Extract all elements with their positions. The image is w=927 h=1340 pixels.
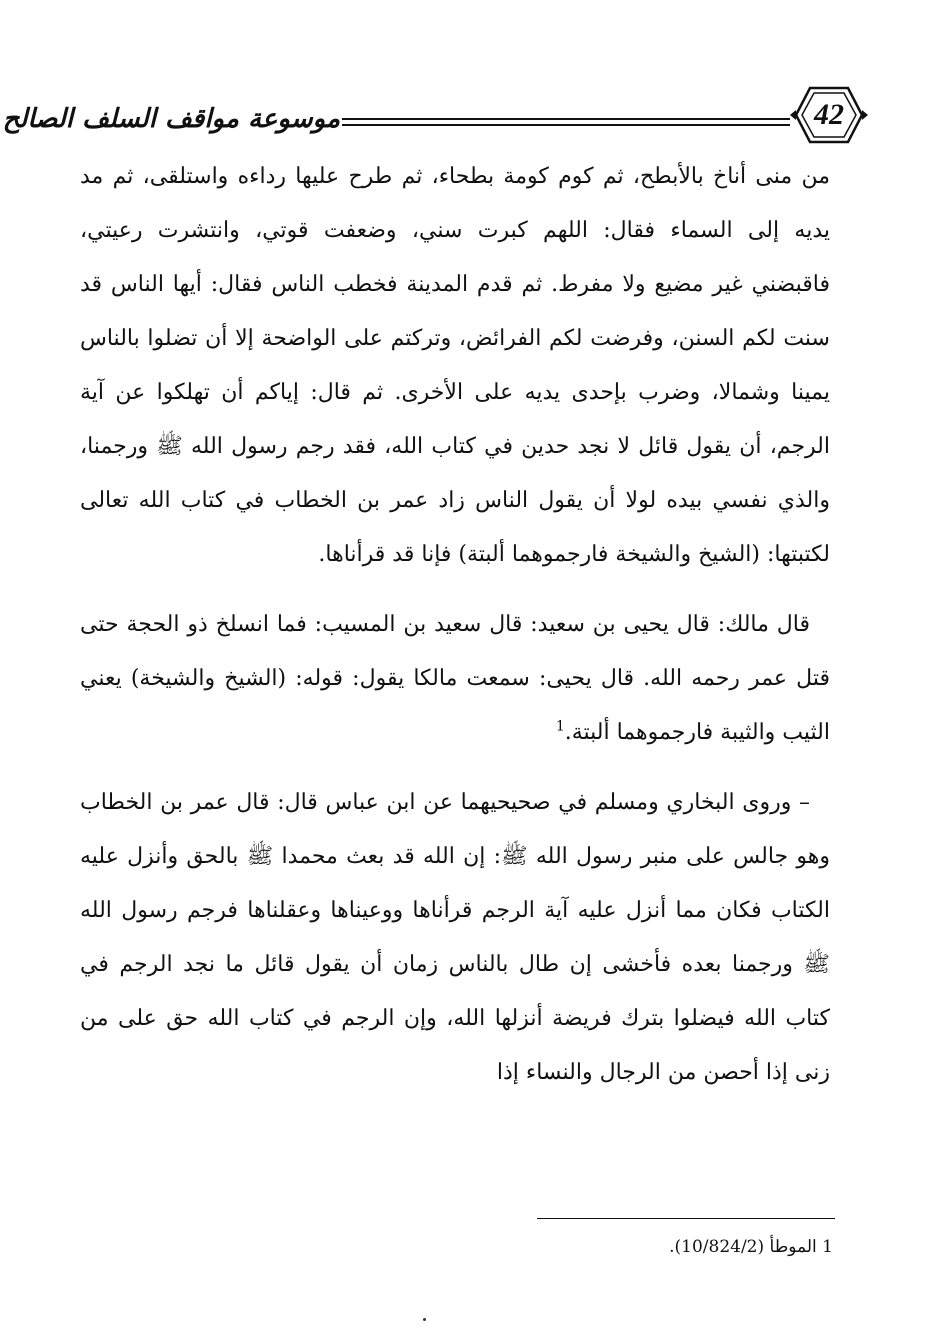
page-number: 42 xyxy=(814,98,844,131)
paragraph-1: من منى أناخ بالأبطح، ثم كوم كومة بطحاء، ثم طرح عليها رداءه واستلقى، ثم مد يديه إلى السماء فقال: اللهم كبرت سني، وضعفت قوتي، وانتشرت رعيتي، فاقبضني غير مضيع ولا مفرط. ثم قدم المدينة فخطب الناس فقال: أيها الناس قد سنت لكم السنن، وفرضت لكم الفرائض، وتركتم على الواضحة إلا أن تضلوا بالناس يمينا وشمالا، وضرب بإحدى يديه على الأخرى. ثم قال: إياكم أن تهلكوا عن آية الرجم، أن يقول قائل لا نجد حدين في كتاب الله، فقد رجم رسول الله ﷺ ورجمنا، والذي نفسي بيده لولا أن يقول الناس زاد عمر بن الخطاب في كتاب الله تعالى لكتبتها: (الشيخ والشيخة فارجموهما ألبتة) فإنا قد قرأناها. xyxy=(80,164,830,567)
main-text xyxy=(80,150,830,1116)
book-title: موسوعة مواقف السلف الصالح xyxy=(2,104,340,134)
footnote-divider xyxy=(537,1218,835,1219)
paragraph-2-text: قال مالك: قال يحيى بن سعيد: قال سعيد بن المسيب: فما انسلخ ذو الحجة حتى قتل عمر رحمه الله. قال يحيى: سمعت مالكا يقول: قوله: (الشيخ والشيخة) يعني الثيب والثيبة فارجموهما ألبتة. xyxy=(80,612,830,745)
footnote-reference: 1 xyxy=(555,718,565,735)
footnote: 1 الموطأ (10/824/2). xyxy=(669,1237,833,1257)
paragraph-2 xyxy=(80,598,830,760)
scan-mark xyxy=(423,1318,426,1321)
paragraph-3: – وروى البخاري ومسلم في صحيحيهما عن ابن عباس قال: قال عمر بن الخطاب وهو جالس على منبر رسول الله ﷺ: إن الله قد بعث محمدا ﷺ بالحق وأنزل عليه الكتاب فكان مما أنزل عليه آية الرجم قرأناها ووعيناها وعقلناها فرجم رسول الله ﷺ ورجمنا بعده فأخشى إن طال بالناس زمان أن يقول قائل ما نجد الرجم في كتاب الله فيضلوا بترك فريضة أنزلها الله، وإن الرجم في كتاب الله حق على من زنى إذا أحصن من الرجال والنساء إذا xyxy=(80,790,830,1085)
header-divider xyxy=(342,118,790,126)
page-number-badge xyxy=(788,82,870,148)
